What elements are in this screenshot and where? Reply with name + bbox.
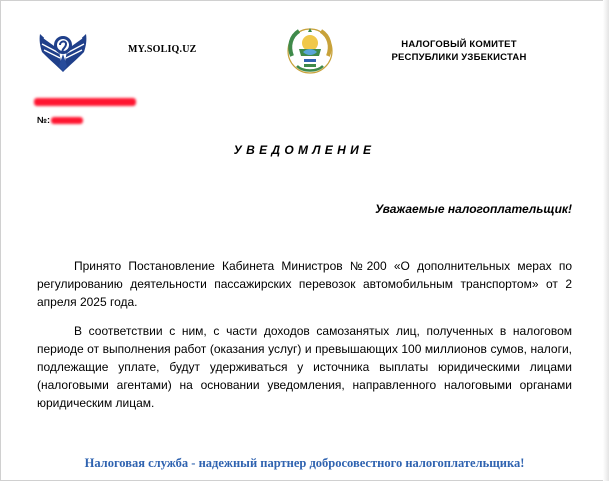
salutation: Уважаемые налогоплательщик! (375, 202, 572, 216)
organization-line-2: РЕСПУБЛИКИ УЗБЕКИСТАН (391, 52, 527, 63)
state-emblem-icon (283, 26, 337, 76)
number-label: №: (37, 115, 51, 125)
recipient-number (37, 115, 83, 125)
footer-slogan: Налоговая служба - надежный партнер добросовестного налогоплательщика! (84, 456, 525, 470)
paragraph-1: Принято Постановление Кабинета Министров №200 «О дополнительных мерах по регулированию деятельности пассажирских перевозок автомобильным транспортом» от 2 апреля 2025 года. (37, 259, 572, 309)
site-url: MY.SOLIQ.UZ (128, 44, 197, 55)
page-edge-shadow (603, 0, 609, 481)
redacted-recipient-name (34, 98, 136, 106)
paragraph-2: В соответствии с ним, с части доходов самозанятых лиц, полученных в налоговом периоде от выполнения работ (оказания услуг) и превышающих 100 миллионов сумов, налоги, подлежащие уплате, будут удерживаться у источника выплаты юридическими лицами (налоговыми агентами) на основании уведомления, направленного налоговыми органами юридическим лицам. (37, 324, 572, 410)
redacted-number (51, 117, 83, 124)
tax-committee-logo-icon (38, 28, 88, 74)
organization-name (374, 38, 544, 64)
organization-line-1: НАЛОГОВЫЙ КОМИТЕТ (401, 39, 517, 50)
document-title: УВЕДОМЛЕНИЕ (233, 143, 376, 157)
